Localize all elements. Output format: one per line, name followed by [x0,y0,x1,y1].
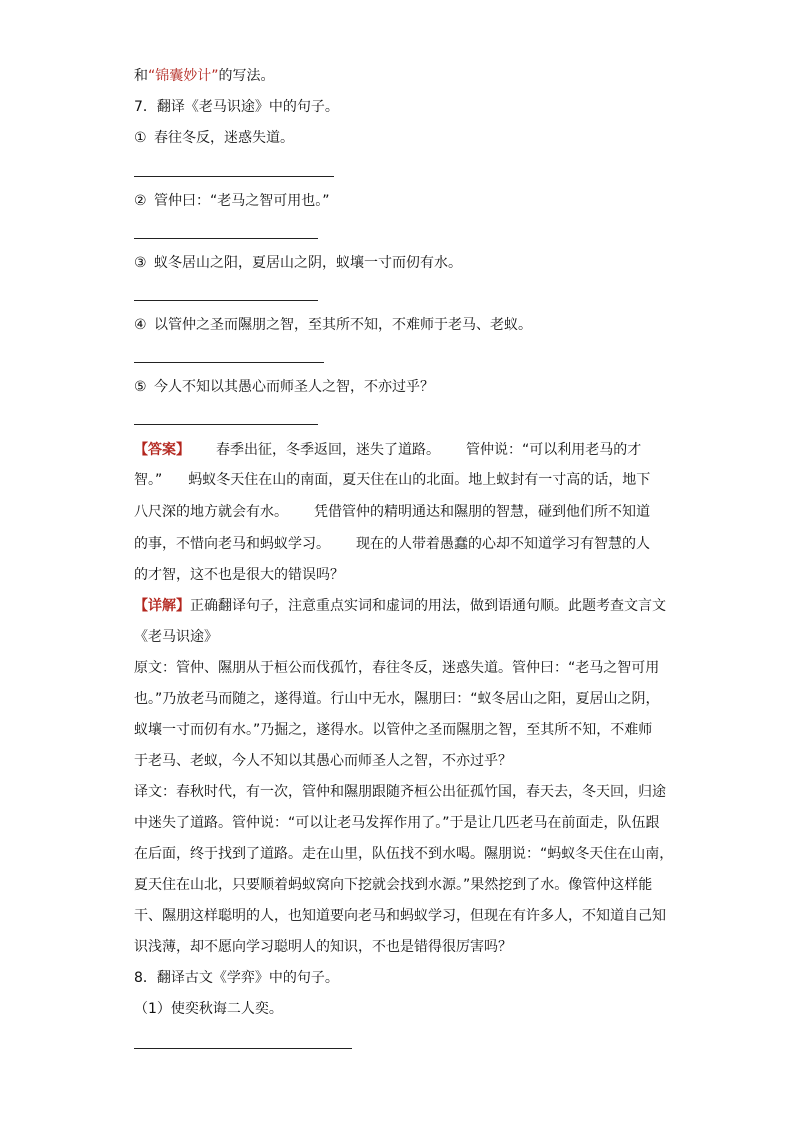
answer-line-2: 智。” 蚂蚁冬天住在山的南面，夏天住在山的北面。地上蚁封有一寸高的话，地下 [134,472,651,488]
q8-item-1: （1）使奕秋诲二人奕。 [134,1001,283,1017]
detail-line-7: 译文：春秋时代，有一次，管仲和隰朋跟随齐桓公出征孤竹国，春天去，冬天回，归途 [134,784,666,800]
q7-item-1: ① 春往冬反，迷惑失道。 [134,130,294,146]
detail-line-11: 干、隰朋这样聪明的人，也知道要向老马和蚂蚁学习，但现在有许多人，不知道自己知 [134,908,666,924]
quoted-phrase: “锦囊妙计” [148,68,219,84]
answer-blank-4[interactable] [134,362,324,363]
q7-item-3: ③ 蚁冬居山之阳，夏居山之阴，蚁壤一寸而仞有水。 [134,255,462,271]
answer-line-5: 的才智，这不也是很大的错误吗？ [134,567,344,583]
detail-line-12: 识浅薄，却不愿向学习聪明人的知识，不也是错得很厉害吗？ [134,939,512,955]
answer-blank-6[interactable] [134,1048,352,1049]
question-7-title: 7．翻译《老马识途》中的句子。 [134,99,339,115]
answer-line-3: 八尺深的地方就会有水。 凭借管仲的精明通达和隰朋的智慧，碰到他们所不知道 [134,504,650,520]
question-8-title: 8．翻译古文《学弈》中的句子。 [134,970,339,986]
answer-blank-2[interactable] [134,238,318,239]
detail-label: 【详解】 [134,598,190,614]
detail-line-6: 于老马、老蚁，今人不知以其愚心而师圣人之智，不亦过乎？ [134,753,512,769]
answer-blank-3[interactable] [134,300,318,301]
answer-blank-5[interactable] [134,424,318,425]
answer-line-4: 的事，不惜向老马和蚂蚁学习。 现在的人带着愚蠢的心却不知道学习有智慧的人 [134,536,650,552]
detail-line-4: 也。”乃放老马而随之，遂得道。行山中无水，隰朋曰：“蚁冬居山之阳，夏居山之阴， [134,691,660,707]
intro-line: 和“锦囊妙计”的写法。 [134,68,275,84]
q7-item-5: ⑤ 今人不知以其愚心而师圣人之智，不亦过乎？ [134,379,434,395]
q7-item-4: ④ 以管仲之圣而隰朋之智，至其所不知，不难师于老马、老蚁。 [134,317,532,333]
detail-line-10: 夏天住在山北，只要顺着蚂蚁窝向下挖就会找到水源。”果然挖到了水。像管仲这样能 [134,877,653,893]
answer-blank-1[interactable] [134,176,334,177]
detail-line-1: 【详解】正确翻译句子，注意重点实词和虚词的用法，做到语通句顺。此题考查文言文 [134,598,666,614]
detail-line-2: 《老马识途》 [134,629,218,645]
detail-line-9: 在后面，终于找到了道路。走在山里，队伍找不到水喝。隰朋说：“蚂蚁冬天住在山南， [134,846,674,862]
answer-line-1: 【答案】 春季出征，冬季返回，迷失了道路。 管仲说：“可以利用老马的才 [134,442,642,458]
detail-line-8: 中迷失了道路。管仲说：“可以让老马发挥作用了。”于是让几匹老马在前面走，队伍跟 [134,815,660,831]
q7-item-2: ② 管仲曰：“老马之智可用也。” [134,193,330,209]
detail-line-5: 蚁壤一寸而仞有水。”乃掘之，遂得水。以管仲之圣而隰朋之智，至其所不知，不难师 [134,722,653,738]
detail-line-3: 原文：管仲、隰朋从于桓公而伐孤竹，春往冬反，迷惑失道。管仲曰：“老马之智可用 [134,660,660,676]
answer-label: 【答案】 [134,442,190,458]
